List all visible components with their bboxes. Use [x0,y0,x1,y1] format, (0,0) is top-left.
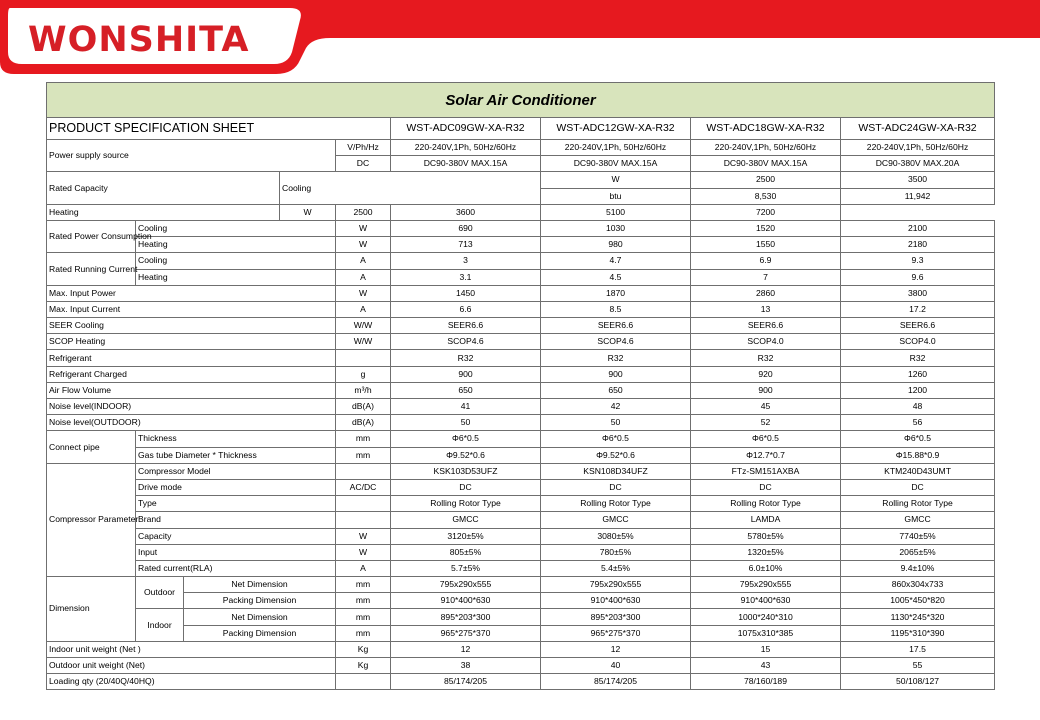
spec-value: Φ12.7*0.7 [691,447,841,463]
spec-value: 1030 [541,220,691,236]
spec-row [47,528,995,544]
spec-value: DC [391,479,541,495]
spec-value: 7200 [691,204,841,220]
spec-value: 48 [841,399,995,415]
row-sub-label: Indoor [136,609,184,641]
row-label: SEER Cooling [47,318,336,334]
spec-value: 2065±5% [841,544,995,560]
row-sub-label: Gas tube Diameter * Thickness [136,447,336,463]
spec-value: SEER6.6 [691,318,841,334]
spec-value: Rolling Rotor Type [841,496,995,512]
spec-value: 900 [541,366,691,382]
row-unit: V/Ph/Hz [336,140,391,156]
row-label: Noise level(INDOOR) [47,399,336,415]
row-unit: W [336,237,391,253]
spec-row [47,560,995,576]
spec-value: DC [841,479,995,495]
row-unit: Kg [336,641,391,657]
spec-value: SEER6.6 [391,318,541,334]
spec-value: SCOP4.0 [841,334,995,350]
spec-table [46,82,995,690]
spec-value: 6.9 [691,253,841,269]
spec-value: 713 [391,237,541,253]
row-group-label: Rated Power Consumption [47,220,136,252]
spec-value: DC90-380V MAX.15A [691,156,841,172]
spec-row [47,382,995,398]
spec-value: 5100 [541,204,691,220]
row-unit: W [336,220,391,236]
spec-value: 220-240V,1Ph, 50Hz/60Hz [841,140,995,156]
spec-value: Rolling Rotor Type [391,496,541,512]
spec-value: 8.5 [541,301,691,317]
spec-value: 12 [541,641,691,657]
row-label: Outdoor unit weight (Net) [47,658,336,674]
row-unit: W [336,285,391,301]
spec-value: GMCC [841,512,995,528]
brand-logo [28,20,249,60]
spec-value: SEER6.6 [541,318,691,334]
spec-value: R32 [391,350,541,366]
spec-value: 1195*310*390 [841,625,995,641]
spec-value: 13 [691,301,841,317]
spec-value: KTM240D43UMT [841,463,995,479]
spec-value: 11,942 [841,188,995,204]
row-sub-label: Input [136,544,336,560]
spec-value: Φ15.88*0.9 [841,447,995,463]
spec-value: GMCC [541,512,691,528]
spec-value: 56 [841,415,995,431]
spec-value: 55 [841,658,995,674]
spec-value: KSN108D34UFZ [541,463,691,479]
spec-row [47,269,995,285]
spec-value: DC90-380V MAX.20A [841,156,995,172]
spec-value: 1450 [391,285,541,301]
spec-row [47,253,995,269]
spec-row [47,447,995,463]
spec-value: 1130*245*320 [841,609,995,625]
row-unit: dB(A) [336,399,391,415]
spec-value: 12 [391,641,541,657]
spec-row [47,593,995,609]
row-unit: A [336,253,391,269]
spec-row [47,496,995,512]
spec-value: Φ6*0.5 [691,431,841,447]
sheet-header-label: PRODUCT SPECIFICATION SHEET [47,118,391,140]
row-item-label: Net Dimension [184,577,336,593]
spec-value: 3 [391,253,541,269]
spec-value: 42 [541,399,691,415]
spec-value: 910*400*630 [391,593,541,609]
spec-value: 910*400*630 [541,593,691,609]
model-header: WST-ADC18GW-XA-R32 [691,118,841,140]
spec-value: 3080±5% [541,528,691,544]
row-unit: mm [336,593,391,609]
spec-value: 980 [541,237,691,253]
spec-value: Φ9.52*0.6 [391,447,541,463]
spec-value: 805±5% [391,544,541,560]
spec-value: 40 [541,658,691,674]
spec-value: 17.5 [841,641,995,657]
row-unit: btu [541,188,691,204]
spec-row [47,172,995,188]
spec-value: 85/174/205 [541,674,691,690]
spec-value: 900 [391,366,541,382]
spec-row [47,415,995,431]
spec-value: 3500 [841,172,995,188]
spec-value: 900 [691,382,841,398]
spec-value: 3120±5% [391,528,541,544]
spec-value: 9.6 [841,269,995,285]
spec-row [47,318,995,334]
spec-value: 650 [391,382,541,398]
spec-row [47,431,995,447]
row-unit: W [280,204,336,220]
spec-value: 1870 [541,285,691,301]
spec-value: 1260 [841,366,995,382]
row-label: Refrigerant Charged [47,366,336,382]
row-sub-label: Cooling [280,172,541,204]
row-sub-label: Capacity [136,528,336,544]
spec-value: SCOP4.0 [691,334,841,350]
row-unit: mm [336,431,391,447]
spec-value: 1200 [841,382,995,398]
spec-value: 78/160/189 [691,674,841,690]
row-label: SCOP Heating [47,334,336,350]
row-unit: AC/DC [336,479,391,495]
spec-value: SCOP4.6 [391,334,541,350]
spec-value: SEER6.6 [841,318,995,334]
row-sub-label: Drive mode [136,479,336,495]
spec-value: 220-240V,1Ph, 50Hz/60Hz [541,140,691,156]
row-sub-label: Cooling [136,220,336,236]
brand-logo-text: WONSHITA [28,20,250,60]
spec-value: 43 [691,658,841,674]
spec-value: Φ6*0.5 [391,431,541,447]
row-sub-label: Heating [136,269,336,285]
spec-row [47,544,995,560]
row-unit: Kg [336,658,391,674]
row-unit: A [336,560,391,576]
spec-row [47,641,995,657]
spec-value: 5.4±5% [541,560,691,576]
row-sub-label: Heating [136,237,336,253]
row-sub-label: Thickness [136,431,336,447]
spec-value: 2180 [841,237,995,253]
row-sub-label: Cooling [136,253,336,269]
row-label: Indoor unit weight (Net ) [47,641,336,657]
spec-value: 50 [541,415,691,431]
spec-value: 920 [691,366,841,382]
row-group-label: Rated Capacity [47,172,280,204]
spec-row [47,334,995,350]
row-label: Loading qty (20/40Q/40HQ) [47,674,336,690]
sheet-title: Solar Air Conditioner [47,83,995,118]
spec-value: 795x290x555 [391,577,541,593]
spec-value: 8,530 [691,188,841,204]
row-sub-label: Type [136,496,336,512]
row-sub-label: Outdoor [136,577,184,609]
spec-value: 6.6 [391,301,541,317]
row-unit: mm [336,625,391,641]
row-unit: W/W [336,318,391,334]
spec-row [47,463,995,479]
spec-row [47,237,995,253]
row-unit: dB(A) [336,415,391,431]
spec-value: 895*203*300 [541,609,691,625]
spec-value: 5780±5% [691,528,841,544]
spec-value: 965*275*370 [541,625,691,641]
spec-value: SCOP4.6 [541,334,691,350]
spec-row [47,658,995,674]
spec-row [47,609,995,625]
spec-row [47,301,995,317]
spec-value: R32 [841,350,995,366]
spec-value: 4.7 [541,253,691,269]
spec-value: DC90-380V MAX.15A [391,156,541,172]
spec-row [47,399,995,415]
spec-value: R32 [541,350,691,366]
spec-value: 1550 [691,237,841,253]
spec-value: 2100 [841,220,995,236]
spec-value: 17.2 [841,301,995,317]
spec-value: Φ9.52*0.6 [541,447,691,463]
spec-row [47,220,995,236]
spec-value: 7740±5% [841,528,995,544]
spec-row [47,479,995,495]
row-label: Air Flow Volume [47,382,336,398]
spec-value: 780±5% [541,544,691,560]
row-unit [336,496,391,512]
spec-body [47,140,995,690]
spec-value: 15 [691,641,841,657]
spec-value: 690 [391,220,541,236]
spec-row [47,285,995,301]
spec-row [47,625,995,641]
row-group-label: Rated Running Current [47,253,136,285]
spec-row [47,674,995,690]
row-unit: mm [336,609,391,625]
spec-value: 50/108/127 [841,674,995,690]
spec-value: 9.4±10% [841,560,995,576]
spec-value: 895*203*300 [391,609,541,625]
spec-value: 1005*450*820 [841,593,995,609]
spec-value: 3600 [391,204,541,220]
row-unit: W [336,544,391,560]
spec-value: DC90-380V MAX.15A [541,156,691,172]
row-unit: m³/h [336,382,391,398]
spec-value: 795x290x555 [541,577,691,593]
row-group-label: Compressor Parameter [47,463,136,576]
spec-value: 4.5 [541,269,691,285]
row-sub-label: Rated current(RLA) [136,560,336,576]
model-header: WST-ADC09GW-XA-R32 [391,118,541,140]
row-unit: A [336,269,391,285]
spec-value: 41 [391,399,541,415]
row-unit: A [336,301,391,317]
row-sub-label: Heating [47,204,280,220]
model-header: WST-ADC24GW-XA-R32 [841,118,995,140]
spec-value: 965*275*370 [391,625,541,641]
row-unit [336,674,391,690]
spec-value: 910*400*630 [691,593,841,609]
spec-value: 1075x310*385 [691,625,841,641]
spec-value: R32 [691,350,841,366]
row-unit: mm [336,447,391,463]
spec-value: 6.0±10% [691,560,841,576]
row-group-label: Connect pipe [47,431,136,463]
row-group-label: Dimension [47,577,136,642]
spec-row [47,204,995,220]
row-sub-label: Brand [136,512,336,528]
spec-value: 3.1 [391,269,541,285]
row-item-label: Packing Dimension [184,625,336,641]
row-label: Noise level(OUTDOOR) [47,415,336,431]
spec-row [47,577,995,593]
row-unit: g [336,366,391,382]
spec-value: 52 [691,415,841,431]
spec-value: GMCC [391,512,541,528]
spec-value: 1000*240*310 [691,609,841,625]
spec-value: 2500 [336,204,391,220]
spec-value: DC [541,479,691,495]
row-unit: DC [336,156,391,172]
spec-row [47,366,995,382]
row-item-label: Packing Dimension [184,593,336,609]
spec-value: Rolling Rotor Type [691,496,841,512]
spec-value: DC [691,479,841,495]
spec-value: 7 [691,269,841,285]
row-item-label: Net Dimension [184,609,336,625]
spec-value: Φ6*0.5 [841,431,995,447]
row-label: Max. Input Current [47,301,336,317]
spec-value: 1320±5% [691,544,841,560]
row-unit [336,350,391,366]
row-sub-label: Compressor Model [136,463,336,479]
spec-value: Φ6*0.5 [541,431,691,447]
row-unit: W/W [336,334,391,350]
spec-value: 795x290x555 [691,577,841,593]
row-label: Refrigerant [47,350,336,366]
spec-value: 50 [391,415,541,431]
spec-row [47,140,995,156]
spec-value: 220-240V,1Ph, 50Hz/60Hz [391,140,541,156]
spec-value: 3800 [841,285,995,301]
row-group-label: Power supply source [47,140,336,172]
spec-value: 860x304x733 [841,577,995,593]
row-unit [336,512,391,528]
spec-row [47,350,995,366]
row-unit [336,463,391,479]
spec-value: 38 [391,658,541,674]
spec-value: 220-240V,1Ph, 50Hz/60Hz [691,140,841,156]
spec-value: 45 [691,399,841,415]
spec-value: 5.7±5% [391,560,541,576]
row-unit: W [541,172,691,188]
spec-value: 1520 [691,220,841,236]
spec-value: 2500 [691,172,841,188]
row-unit: W [336,528,391,544]
spec-value: 85/174/205 [391,674,541,690]
row-label: Max. Input Power [47,285,336,301]
row-unit: mm [336,577,391,593]
spec-value: Rolling Rotor Type [541,496,691,512]
spec-value: 9.3 [841,253,995,269]
model-header: WST-ADC12GW-XA-R32 [541,118,691,140]
header-banner [0,0,1040,80]
spec-value: 2860 [691,285,841,301]
spec-value: 650 [541,382,691,398]
spec-value: KSK103D53UFZ [391,463,541,479]
spec-row [47,512,995,528]
spec-value: LAMDA [691,512,841,528]
spec-value: FTz-SM151AXBA [691,463,841,479]
